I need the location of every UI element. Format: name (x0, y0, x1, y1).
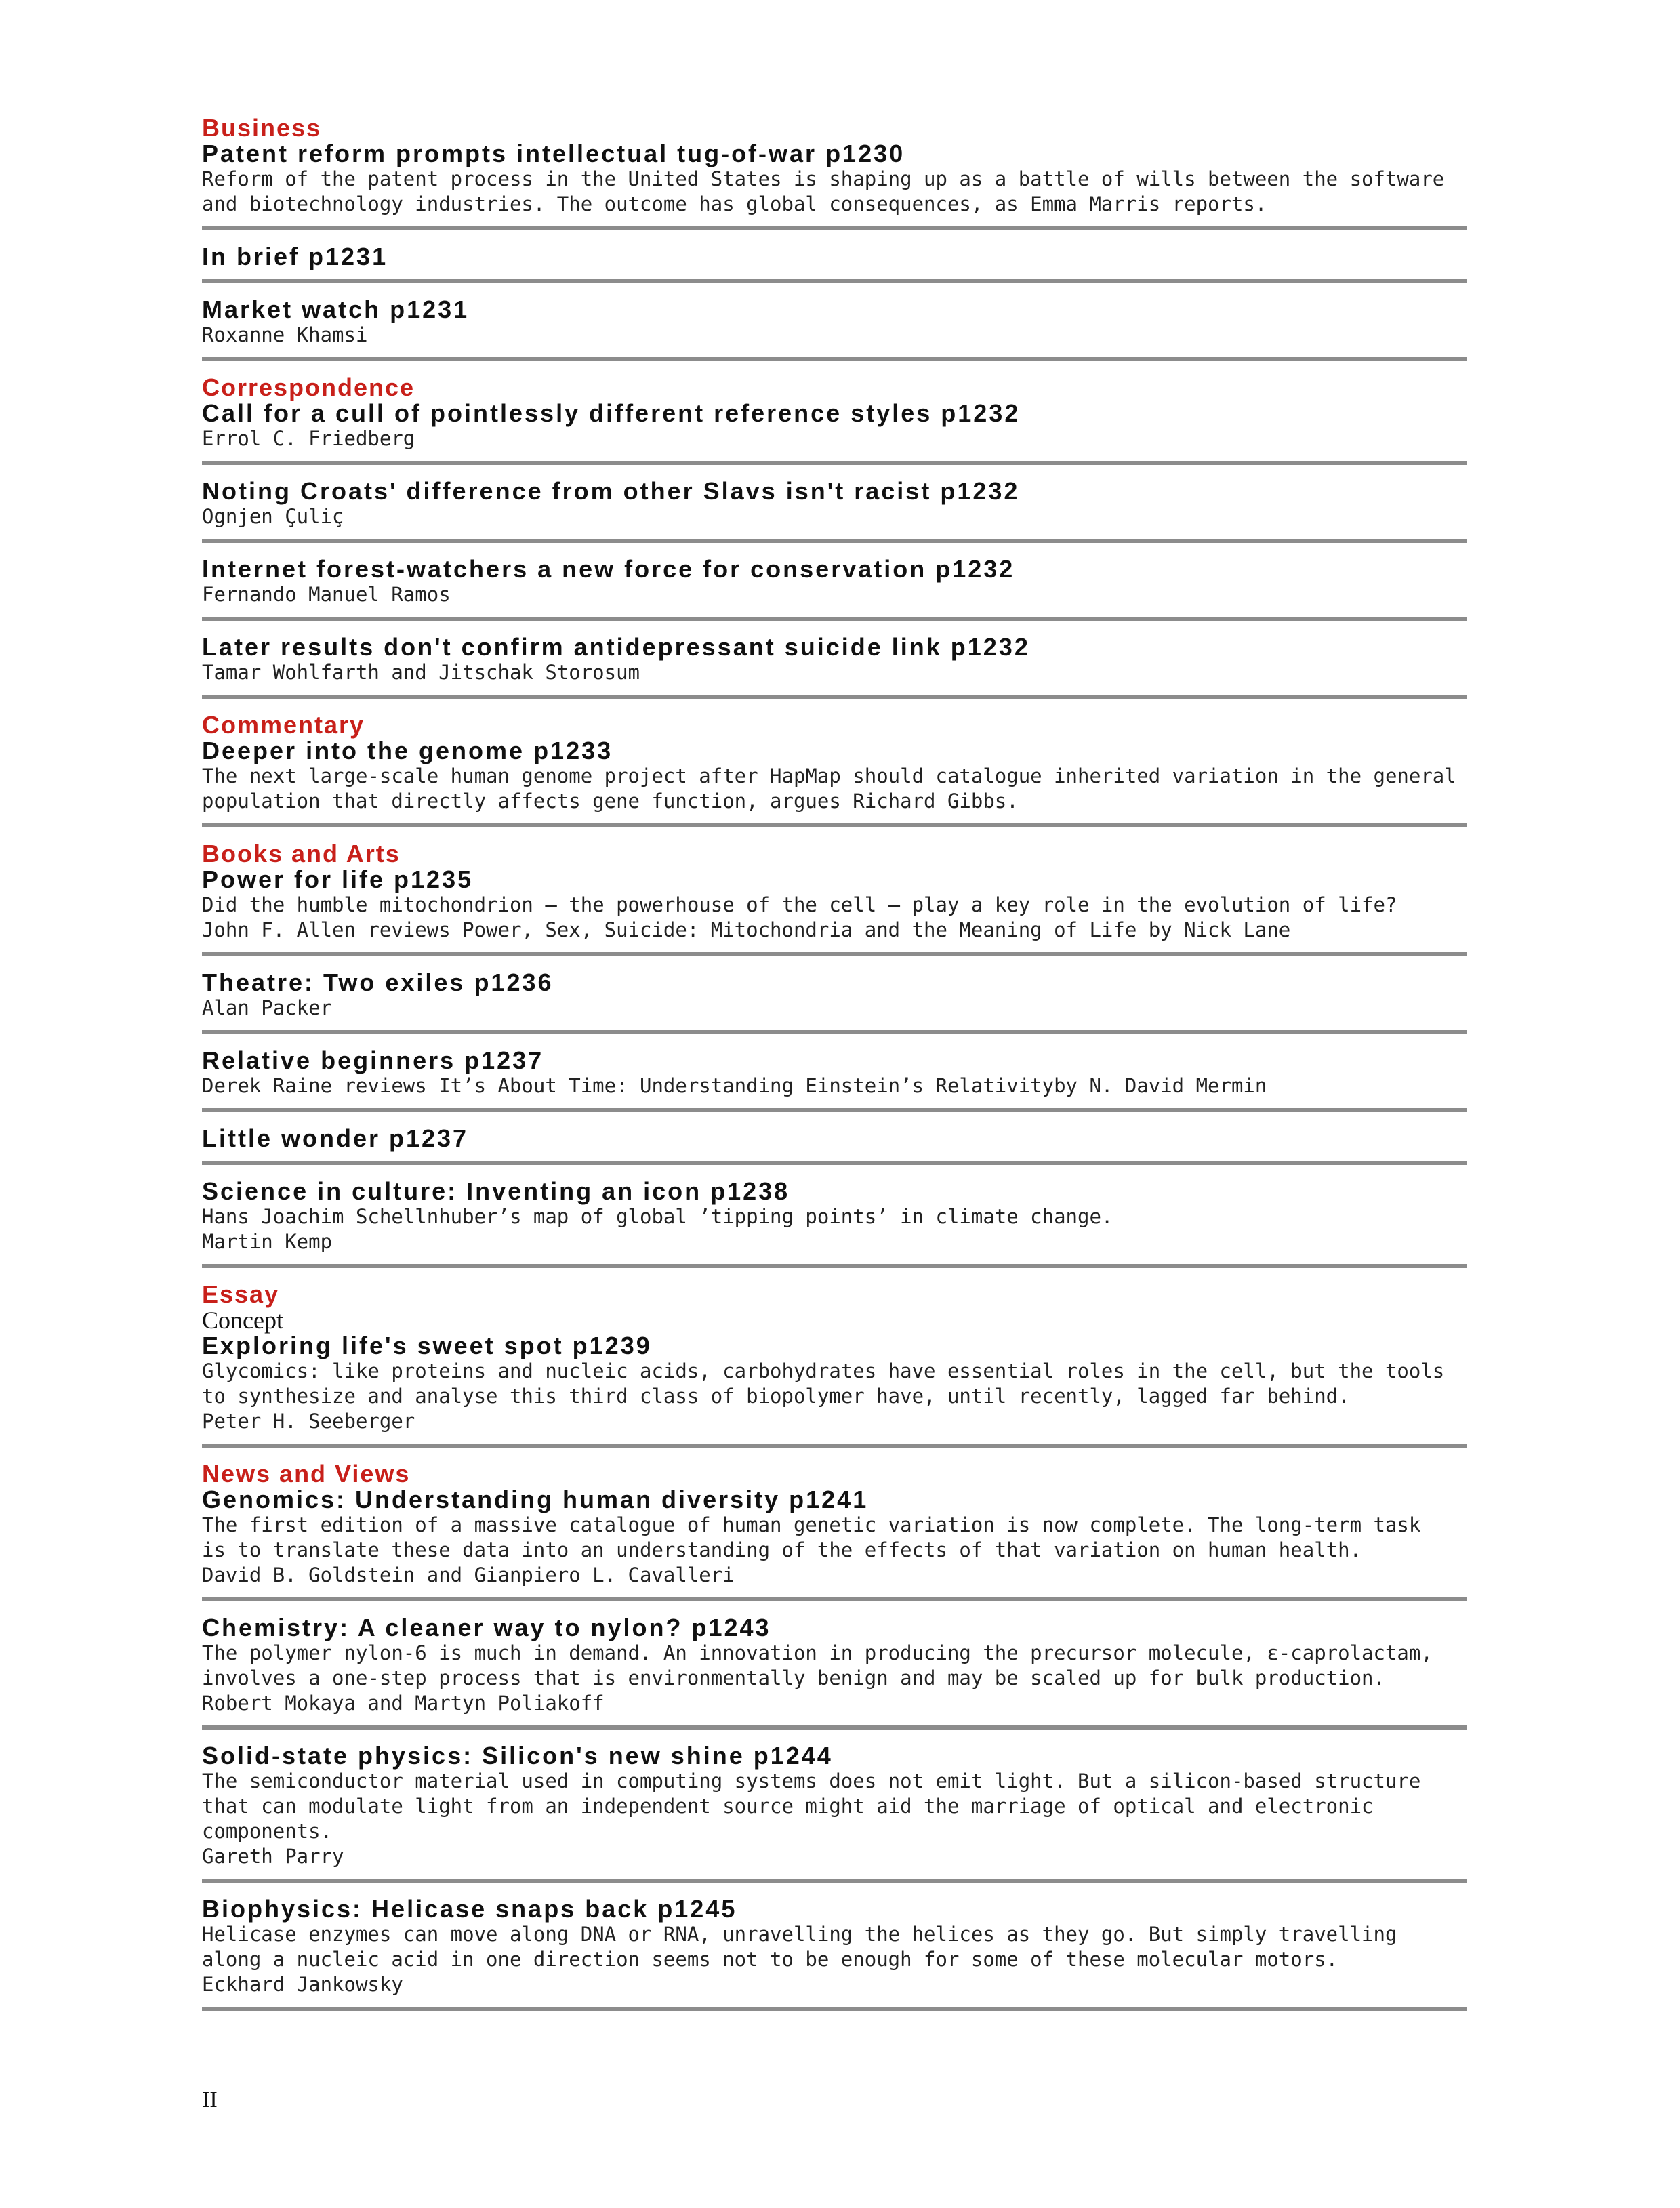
entry-title[interactable]: Call for a cull of pointlessly different reference styles p1232 (202, 399, 1021, 427)
entry-text: that can modulate light from an independent source might aid the marriage of optical and electronic (202, 1795, 1374, 1818)
toc-entry (202, 1896, 1467, 2011)
entry-text: Did the humble mitochondrion — the powerhouse of the cell — play a key role in the evolution of life? (202, 893, 1397, 916)
entry-title[interactable]: Biophysics: Helicase snaps back p1245 (202, 1895, 737, 1923)
entry-text: The polymer nylon-6 is much in demand. An innovation in producing the precursor molecule, ε-caprolactam, (202, 1641, 1433, 1664)
entry-author: Fernando Manuel Ramos (202, 583, 451, 606)
toc-entry (202, 1282, 1467, 1448)
entry-title[interactable]: Exploring life's sweet spot p1239 (202, 1332, 652, 1359)
entry-title[interactable]: Theatre: Two exiles p1236 (202, 968, 554, 996)
entry-author: Tamar Wohlfarth and Jitschak Storosum (202, 661, 640, 684)
section-heading: Essay (202, 1280, 280, 1308)
entry-text: components. (202, 1820, 333, 1843)
entry-author: Peter H. Seeberger (202, 1410, 415, 1433)
toc-entry (202, 115, 1467, 230)
toc-entry (202, 634, 1467, 699)
entry-text: involves a one-step process that is environmentally benign and may be scaled up for bulk production. (202, 1667, 1385, 1690)
entry-text: Hans Joachim Schellnhuber’s map of global ’tipping points’ in climate change. (202, 1205, 1113, 1228)
entry-author: David B. Goldstein and Gianpiero L. Cavalleri (202, 1563, 735, 1587)
entry-author: Ognjen Çuliç (202, 505, 344, 528)
toc-entry (202, 712, 1467, 827)
entry-title[interactable]: Power for life p1235 (202, 865, 474, 893)
entry-title[interactable]: Science in culture: Inventing an icon p1238 (202, 1177, 790, 1205)
entry-text: population that directly affects gene function, argues Richard Gibbs. (202, 790, 1019, 813)
entry-title[interactable]: Patent reform prompts intellectual tug-of-war p1230 (202, 140, 905, 167)
toc-entry (202, 375, 1467, 465)
entry-text: John F. Allen reviews Power, Sex, Suicide: Mitochondria and the Meaning of Life by Nick Lane (202, 918, 1291, 941)
entry-title[interactable]: Genomics: Understanding human diversity p1241 (202, 1486, 869, 1513)
entry-title[interactable]: Internet forest-watchers a new force for conservation p1232 (202, 555, 1015, 583)
section-heading: Business (202, 114, 322, 142)
page-number: II (202, 2087, 218, 2112)
entry-title[interactable]: Little wonder p1237 (202, 1124, 469, 1152)
entry-text: is to translate these data into an understanding of the effects of that variation on human health. (202, 1538, 1362, 1561)
entry-title[interactable]: Noting Croats' difference from other Slavs isn't racist p1232 (202, 477, 1020, 505)
entry-text: and biotechnology industries. The outcome has global consequences, as Emma Marris reports. (202, 192, 1267, 216)
toc-entry (202, 1461, 1467, 1601)
entry-text: Helicase enzymes can move along DNA or RNA, unravelling the helices as they go. But simply travelling (202, 1923, 1397, 1946)
section-heading: Books and Arts (202, 840, 401, 867)
section-heading: News and Views (202, 1460, 411, 1488)
entry-author: Robert Mokaya and Martyn Poliakoff (202, 1692, 605, 1715)
section-heading: Commentary (202, 711, 365, 739)
toc-entry (202, 1126, 1467, 1165)
toc-entry (202, 297, 1467, 361)
entry-text: Reform of the patent process in the United States is shaping up as a battle of wills between the software (202, 167, 1445, 190)
toc-entry (202, 478, 1467, 543)
entry-title[interactable]: Later results don't confirm antidepressant suicide link p1232 (202, 633, 1030, 661)
entry-title[interactable]: Market watch p1231 (202, 295, 470, 323)
toc-entry (202, 1615, 1467, 1730)
toc-entry (202, 1743, 1467, 1883)
entry-text: to synthesize and analyse this third class of biopolymer have, until recently, lagged far behind. (202, 1385, 1350, 1408)
entry-author: Errol C. Friedberg (202, 427, 415, 450)
entry-kicker: Concept (202, 1307, 283, 1334)
entry-text: Glycomics: like proteins and nucleic acids, carbohydrates have essential roles in the cell, but the tools (202, 1359, 1445, 1383)
toc-entry (202, 244, 1467, 283)
entry-title[interactable]: Solid-state physics: Silicon's new shine p1244 (202, 1742, 833, 1770)
section-heading: Correspondence (202, 373, 415, 401)
entry-title[interactable]: Chemistry: A cleaner way to nylon? p1243 (202, 1614, 771, 1641)
entry-author: Alan Packer (202, 996, 333, 1019)
entry-author: Eckhard Jankowsky (202, 1973, 403, 1996)
entry-text: Derek Raine reviews It’s About Time: Understanding Einstein’s Relativityby N. David Mermin (202, 1074, 1267, 1097)
toc-entry (202, 556, 1467, 621)
toc-entry (202, 1048, 1467, 1112)
toc-entry (202, 841, 1467, 956)
entry-title[interactable]: Deeper into the genome p1233 (202, 737, 613, 764)
entry-text: along a nucleic acid in one direction seems not to be enough for some of these molecular motors. (202, 1948, 1338, 1971)
toc-entry (202, 1179, 1467, 1268)
entry-text: The next large-scale human genome project after HapMap should catalogue inherited variation in the general (202, 764, 1456, 788)
entry-title[interactable]: Relative beginners p1237 (202, 1046, 544, 1074)
entry-text: The first edition of a massive catalogue of human genetic variation is now complete. The long-term task (202, 1513, 1421, 1536)
entry-text: The semiconductor material used in computing systems does not emit light. But a silicon-based structure (202, 1770, 1421, 1793)
toc-entry (202, 970, 1467, 1034)
entry-author: Roxanne Khamsi (202, 323, 368, 346)
entry-author: Martin Kemp (202, 1230, 333, 1253)
table-of-contents (202, 115, 1467, 2024)
entry-author: Gareth Parry (202, 1845, 344, 1868)
entry-title[interactable]: In brief p1231 (202, 243, 388, 270)
